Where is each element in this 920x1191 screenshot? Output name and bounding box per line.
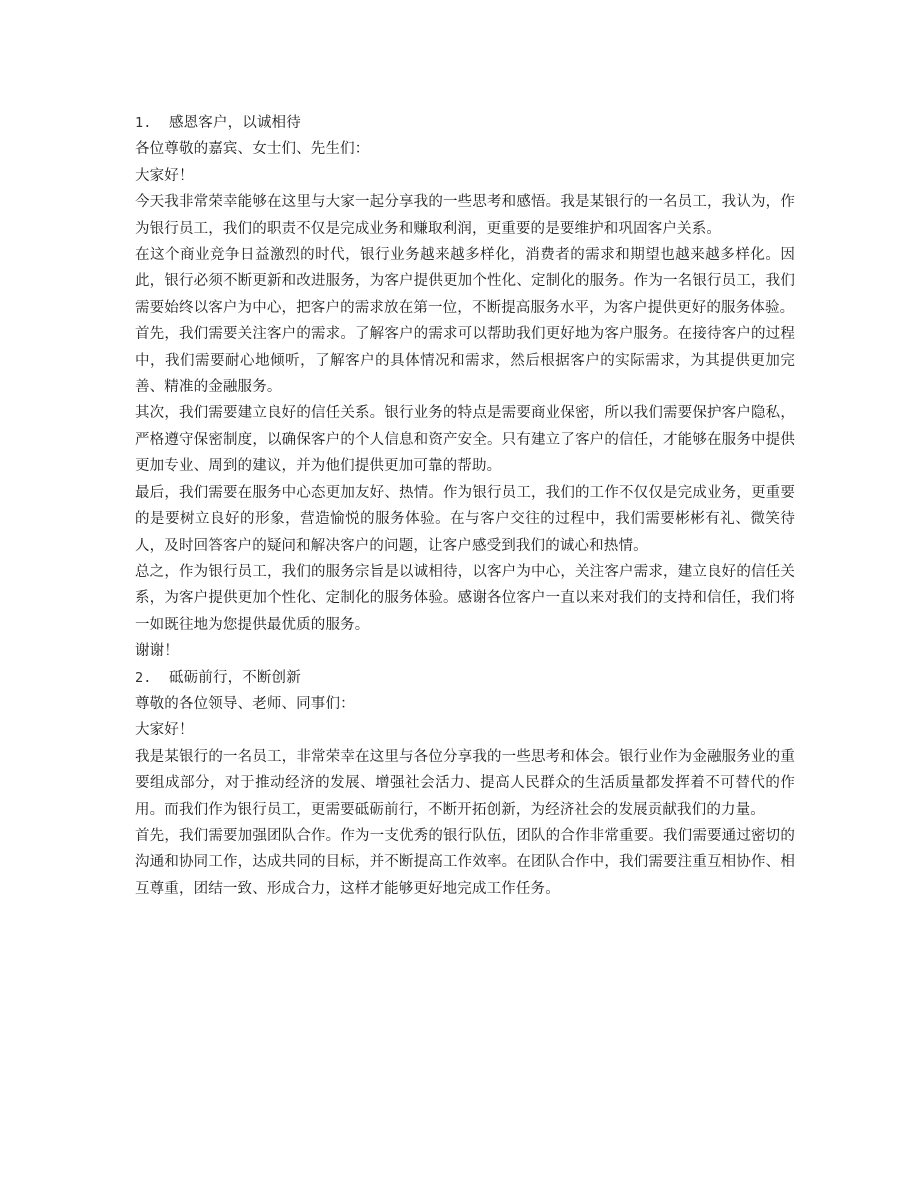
section-1-paragraph: 最后，我们需要在服务中心态更加友好、热情。作为银行员工，我们的工作不仅仅是完成业务，更重要的是要树立良好的形象，营造愉悦的服务体验。在与客户交往的过程中，我们需要彬彬有礼、微笑待人，及时回答客户的疑问和解决客户的问题，让客户感受到我们的诚心和热情。 (135, 484, 795, 554)
section-1-paragraph: 在这个商业竞争日益激烈的时代，银行业务越来越多样化，消费者的需求和期望也越来越多样化。因此，银行必须不断更新和改进服务，为客户提供更加个性化、定制化的服务。作为一名银行员工，我们需要始终以客户为中心，把客户的需求放在第一位，不断提高服务水平，为客户提供更好的服务体验。 (135, 247, 795, 316)
section-1-paragraph: 首先，我们需要关注客户的需求。了解客户的需求可以帮助我们更好地为客户服务。在接待客户的过程中，我们需要耐心地倾听，了解客户的具体情况和需求，然后根据客户的实际需求，为其提供更加完善、精准的金融服务。 (135, 326, 795, 396)
section-1-heading (135, 110, 795, 136)
section-1-closing: 谢谢！ (135, 643, 179, 660)
section-2-heading (135, 665, 795, 691)
section-2-salutation: 尊敬的各位领导、老师、同事们： (135, 695, 355, 712)
section-1-greeting: 大家好！ (135, 167, 194, 184)
document-body (135, 110, 795, 902)
section-1-paragraph: 总之，作为银行员工，我们的服务宗旨是以诚相待，以客户为中心，关注客户需求，建立良好的信任关系，为客户提供更加个性化、定制化的服务体验。感谢各位客户一直以来对我们的支持和信任，我们将一如既往地为您提供最优质的服务。 (135, 563, 795, 633)
section-1-title: 感恩客户，以诚相待 (169, 115, 301, 131)
section-1-paragraph: 今天我非常荣幸能够在这里与大家一起分享我的一些思考和感悟。我是某银行的一名员工，我认为，作为银行员工，我们的职责不仅是完成业务和赚取利润，更重要的是要维护和巩固客户关系。 (135, 194, 795, 237)
section-1-number: 1. (135, 115, 152, 131)
section-1-paragraph: 其次，我们需要建立良好的信任关系。银行业务的特点是需要商业保密，所以我们需要保护客户隐私，严格遵守保密制度，以确保客户的个人信息和资产安全。只有建立了客户的信任，才能够在服务中提供更加专业、周到的建议，并为他们提供更加可靠的帮助。 (135, 405, 795, 475)
section-2-paragraph: 我是某银行的一名员工，非常荣幸在这里与各位分享我的一些思考和体会。银行业作为金融服务业的重要组成部分，对于推动经济的发展、增强社会活力、提高人民群众的生活质量都发挥着不可替代的作用。而我们作为银行员工，更需要砥砺前行，不断开拓创新，为经济社会的发展贡献我们的力量。 (135, 748, 795, 818)
section-2-paragraph: 首先，我们需要加强团队合作。作为一支优秀的银行队伍，团队的合作非常重要。我们需要通过密切的沟通和协同工作，达成共同的目标，并不断提高工作效率。在团队合作中，我们需要注重互相协作、相互尊重，团结一致、形成合力，这样才能够更好地完成工作任务。 (135, 827, 795, 897)
section-2-number: 2. (135, 669, 152, 686)
section-1-salutation: 各位尊敬的嘉宾、女士们、先生们： (135, 141, 370, 158)
section-2-greeting: 大家好！ (135, 722, 194, 739)
section-2-title: 砥砺前行，不断创新 (169, 669, 301, 686)
